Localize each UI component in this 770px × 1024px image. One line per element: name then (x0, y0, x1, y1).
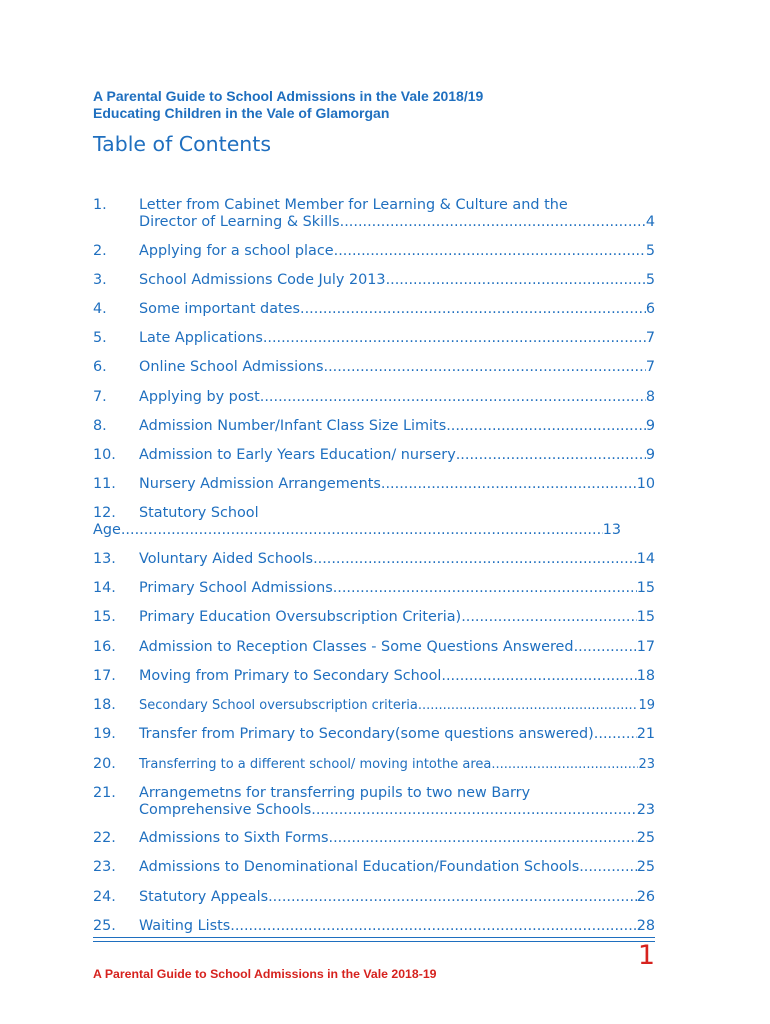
toc-leader (121, 522, 603, 539)
toc-leader (263, 330, 646, 347)
toc-entry[interactable] (93, 476, 655, 493)
toc-entry[interactable] (93, 418, 655, 435)
toc-entry-number: 22. (93, 830, 116, 846)
toc-entry-page: 9 (645, 418, 655, 434)
toc-entry-number: 7. (93, 389, 107, 405)
toc-entry-title: Waiting Lists (139, 918, 231, 934)
toc-entry-page: 6 (645, 301, 655, 317)
toc-entry[interactable] (93, 197, 655, 231)
toc-entry[interactable] (93, 918, 655, 935)
toc-leader (456, 447, 646, 464)
toc-entry-title: Arrangemetns for transferring pupils to two new Barry (139, 785, 531, 801)
toc-entry-page: 4 (645, 214, 655, 230)
toc-entry-number: 8. (93, 418, 107, 434)
toc-entry-page: 7 (645, 359, 655, 375)
toc-entry[interactable] (93, 889, 655, 906)
toc-leader (333, 580, 637, 597)
toc-entry-page: 15 (636, 609, 655, 625)
toc-entry-page: 13 (602, 522, 621, 538)
toc-entry-title: Transfer from Primary to Secondary(some questions answered) (139, 726, 594, 742)
toc-entry[interactable] (93, 243, 655, 260)
toc-entry[interactable] (93, 756, 655, 773)
toc-entry-number: 14. (93, 580, 116, 596)
toc-entry-page: 17 (636, 639, 655, 655)
toc-entry[interactable] (93, 726, 655, 743)
toc-entry-number: 20. (93, 756, 116, 772)
toc-entry[interactable] (93, 668, 655, 685)
toc-entry-number: 2. (93, 243, 107, 259)
toc-entry-number: 10. (93, 447, 116, 463)
toc-entry[interactable] (93, 697, 655, 714)
toc-entry-title: Nursery Admission Arrangements (139, 476, 381, 492)
toc-entry-title: Online School Admissions (139, 359, 324, 375)
toc-leader (386, 272, 646, 289)
toc-entry[interactable] (93, 639, 655, 656)
toc-leader (491, 756, 638, 773)
toc-entry-number: 24. (93, 889, 116, 905)
toc-leader (260, 389, 646, 406)
toc-entry[interactable] (93, 389, 655, 406)
toc-entry-title-continued: Director of Learning & Skills (139, 214, 340, 230)
toc-entry-title: Late Applications (139, 330, 263, 346)
toc-entry-page: 15 (636, 580, 655, 596)
toc-entry-title: Statutory Appeals (139, 889, 269, 905)
toc-entry-number: 5. (93, 330, 107, 346)
header-title: A Parental Guide to School Admissions in the Vale 2018/19 (93, 88, 484, 104)
toc-entry-page: 5 (645, 272, 655, 288)
toc-entry-number: 23. (93, 859, 116, 875)
toc-entry-title: Admission to Early Years Education/ nursery (139, 447, 456, 463)
document-header (93, 88, 483, 122)
toc-leader (329, 830, 637, 847)
toc-entry-title: Transferring to a different school/ moving intothe area (139, 757, 492, 772)
toc-entry[interactable] (93, 580, 655, 597)
toc-entry-title: Statutory School (139, 505, 259, 521)
toc-leader (300, 301, 646, 318)
toc-entry-number: 18. (93, 697, 116, 713)
toc-entry[interactable] (93, 609, 655, 626)
toc-entry-number: 12. (93, 505, 116, 521)
toc-entry-page: 5 (645, 243, 655, 259)
toc-entry-number: 16. (93, 639, 116, 655)
toc-entry-page: 25 (636, 859, 655, 875)
toc-entry-title: Secondary School oversubscription criteria (139, 698, 418, 713)
toc-leader (579, 859, 636, 876)
toc-entry-number: 3. (93, 272, 107, 288)
toc-entry-page: 10 (636, 476, 655, 492)
toc-entry-page: 14 (636, 551, 655, 567)
toc-entry-title: Voluntary Aided Schools (139, 551, 314, 567)
toc-leader (334, 243, 646, 260)
footer-rule (93, 937, 655, 938)
toc-leader (441, 668, 636, 685)
toc-entry-page: 23 (636, 802, 655, 818)
toc-leader (574, 639, 637, 656)
toc-leader (594, 726, 637, 743)
toc-entry-title: Primary School Admissions (139, 580, 333, 596)
toc-entry-page: 18 (636, 668, 655, 684)
toc-entry[interactable] (93, 447, 655, 464)
toc-entry-page: 23 (638, 757, 655, 772)
toc-entry-title-continued: Comprehensive Schools (139, 802, 312, 818)
toc-leader (340, 214, 646, 231)
header-subtitle: Educating Children in the Vale of Glamorgan (93, 105, 390, 121)
toc-entry-title: Primary Education Oversubscription Criteria) (139, 609, 462, 625)
toc-entry-title: Moving from Primary to Secondary School (139, 668, 442, 684)
toc-entry-title: Applying for a school place (139, 243, 334, 259)
toc-entry[interactable] (93, 785, 655, 819)
toc-entry-number: 1. (93, 197, 107, 213)
toc-entry-number: 19. (93, 726, 116, 742)
toc-entry-page: 8 (645, 389, 655, 405)
toc-entry-page: 19 (638, 698, 655, 713)
toc-entry[interactable] (93, 551, 655, 568)
toc-entry-page: 21 (636, 726, 655, 742)
toc-entry[interactable] (93, 301, 655, 318)
toc-entry-number: 17. (93, 668, 116, 684)
toc-entry-title-continued: Age (93, 522, 121, 538)
toc-entry-number: 15. (93, 609, 116, 625)
toc-entry-number: 25. (93, 918, 116, 934)
toc-entry-number: 11. (93, 476, 116, 492)
toc-entry-number: 6. (93, 359, 107, 375)
toc-leader (324, 359, 646, 376)
toc-entry-title: Letter from Cabinet Member for Learning & Culture and the (139, 197, 568, 213)
toc-entry[interactable] (93, 859, 655, 876)
toc-leader (230, 918, 636, 935)
page-number: 1 (637, 940, 655, 971)
toc-entry-page: 28 (636, 918, 655, 934)
toc-entry[interactable] (93, 272, 655, 289)
toc-entry[interactable] (93, 330, 655, 347)
toc-leader (461, 609, 637, 626)
toc-leader (446, 418, 646, 435)
toc-entry-page: 9 (645, 447, 655, 463)
toc-entry-title: Applying by post (139, 389, 260, 405)
toc-leader (381, 476, 637, 493)
toc-entry-title: Some important dates (139, 301, 301, 317)
toc-entry-title: Admissions to Denominational Education/Foundation Schools (139, 859, 580, 875)
toc-entry-number: 13. (93, 551, 116, 567)
toc-entry-page: 26 (636, 889, 655, 905)
toc-entry-title: Admissions to Sixth Forms (139, 830, 329, 846)
toc-entry-page: 7 (645, 330, 655, 346)
toc-leader (311, 802, 636, 819)
toc-leader (418, 697, 639, 714)
toc-entry-number: 4. (93, 301, 107, 317)
toc-leader (268, 889, 637, 906)
footer-rule (93, 941, 655, 942)
toc-entry-title: Admission Number/Infant Class Size Limits (139, 418, 447, 434)
toc-entry-page: 25 (636, 830, 655, 846)
page-footer: A Parental Guide to School Admissions in the Vale 2018-19 (93, 967, 437, 981)
toc-entry-title: Admission to Reception Classes - Some Questions Answered (139, 639, 574, 655)
toc-heading: Table of Contents (93, 132, 272, 156)
toc-entry[interactable] (93, 830, 655, 847)
toc-leader (313, 551, 637, 568)
toc-entry[interactable] (93, 359, 655, 376)
toc-entry[interactable] (93, 505, 621, 539)
toc-entry-title: School Admissions Code July 2013 (139, 272, 386, 288)
toc-entry-number: 21. (93, 785, 116, 801)
